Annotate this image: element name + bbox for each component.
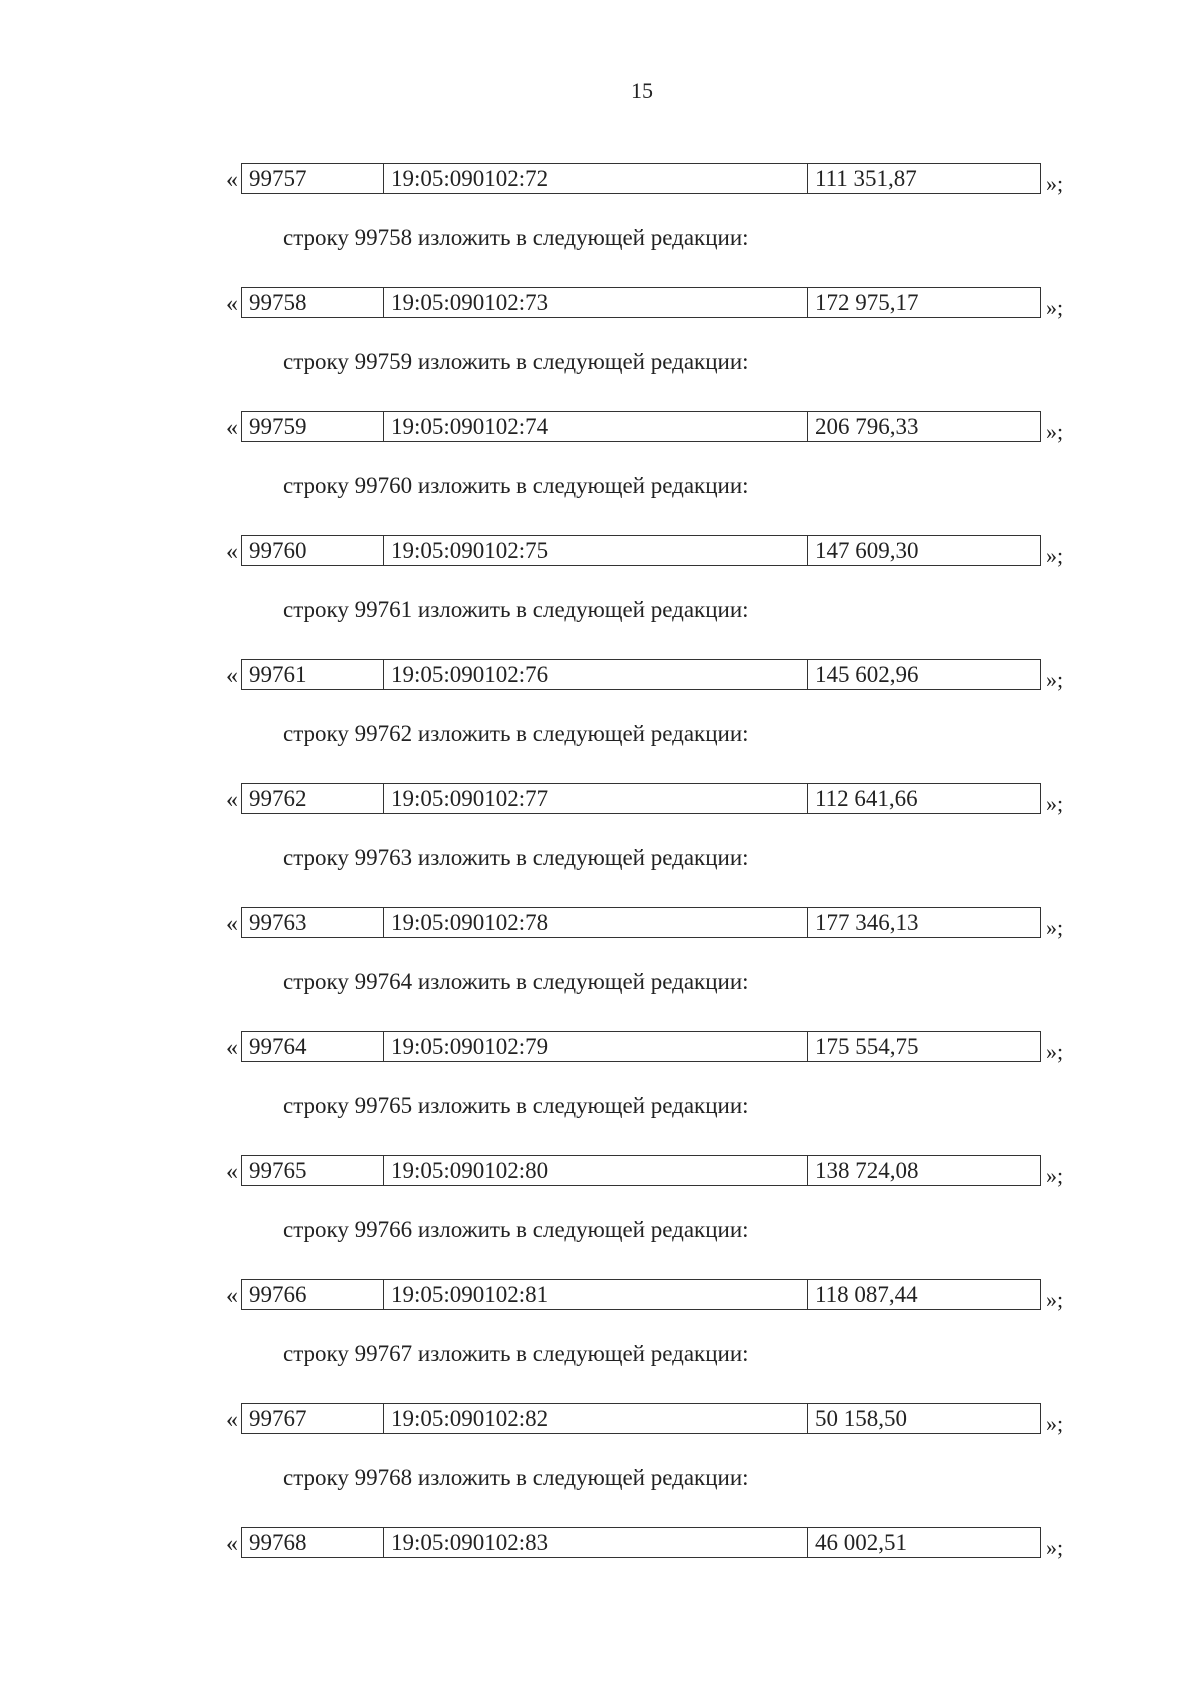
row-number-cell: 99761 [242, 660, 384, 689]
table-row [241, 907, 1041, 938]
instruction-text: строку 99763 изложить в следующей редакции: [283, 845, 749, 870]
cadastral-value-cell: 46 002,51 [815, 1530, 907, 1555]
row-number-cell: 99763 [242, 908, 384, 937]
table-row [241, 783, 1041, 814]
open-quote: « [226, 1159, 238, 1185]
close-quote: »; [1046, 667, 1064, 692]
close-quote: »; [1046, 1535, 1064, 1560]
instruction-text: строку 99768 изложить в следующей редакции: [283, 1465, 749, 1490]
row-number-cell: 99760 [242, 536, 384, 565]
close-quote: »; [1046, 543, 1064, 568]
cadastral-value-cell: 111 351,87 [815, 166, 917, 191]
cadastral-number-cell: 19:05:090102:81 [384, 1280, 808, 1309]
open-quote: « [226, 663, 238, 689]
open-quote: « [226, 539, 238, 565]
cadastral-number-cell: 19:05:090102:83 [384, 1528, 808, 1557]
table-row [241, 411, 1041, 442]
table-row [241, 163, 1041, 194]
row-number-cell: 99766 [242, 1280, 384, 1309]
close-quote: »; [1046, 1411, 1064, 1436]
cadastral-number-cell: 19:05:090102:78 [384, 908, 808, 937]
instruction-text: строку 99765 изложить в следующей редакции: [283, 1093, 749, 1118]
close-quote: »; [1046, 791, 1064, 816]
table-row [241, 1403, 1041, 1434]
table-row [241, 1279, 1041, 1310]
table-row [241, 535, 1041, 566]
open-quote: « [226, 291, 238, 317]
row-number-cell: 99758 [242, 288, 384, 317]
row-number-cell: 99764 [242, 1032, 384, 1061]
row-number-cell: 99762 [242, 784, 384, 813]
close-quote: »; [1046, 915, 1064, 940]
cadastral-value-cell: 145 602,96 [815, 662, 919, 687]
open-quote: « [226, 911, 238, 937]
close-quote: »; [1046, 1039, 1064, 1064]
instruction-text: строку 99759 изложить в следующей редакции: [283, 349, 749, 374]
open-quote: « [226, 787, 238, 813]
instruction-text: строку 99767 изложить в следующей редакции: [283, 1341, 749, 1366]
page-number: 15 [631, 78, 653, 103]
table-row [241, 1031, 1041, 1062]
row-number-cell: 99765 [242, 1156, 384, 1185]
instruction-text: строку 99762 изложить в следующей редакции: [283, 721, 749, 746]
close-quote: »; [1046, 295, 1064, 320]
instruction-text: строку 99766 изложить в следующей редакции: [283, 1217, 749, 1242]
close-quote: »; [1046, 171, 1064, 196]
cadastral-number-cell: 19:05:090102:73 [384, 288, 808, 317]
table-row [241, 1527, 1041, 1558]
cadastral-value-cell: 177 346,13 [815, 910, 919, 935]
instruction-text: строку 99758 изложить в следующей редакции: [283, 225, 749, 250]
cadastral-value-cell: 50 158,50 [815, 1406, 907, 1431]
close-quote: »; [1046, 1163, 1064, 1188]
open-quote: « [226, 1407, 238, 1433]
open-quote: « [226, 1283, 238, 1309]
row-number-cell: 99767 [242, 1404, 384, 1433]
instruction-text: строку 99760 изложить в следующей редакции: [283, 473, 749, 498]
cadastral-number-cell: 19:05:090102:77 [384, 784, 808, 813]
cadastral-value-cell: 172 975,17 [815, 290, 919, 315]
cadastral-number-cell: 19:05:090102:80 [384, 1156, 808, 1185]
close-quote: »; [1046, 419, 1064, 444]
open-quote: « [226, 167, 238, 193]
instruction-text: строку 99764 изложить в следующей редакции: [283, 969, 749, 994]
open-quote: « [226, 1035, 238, 1061]
row-number-cell: 99759 [242, 412, 384, 441]
cadastral-number-cell: 19:05:090102:75 [384, 536, 808, 565]
cadastral-value-cell: 118 087,44 [815, 1282, 918, 1307]
cadastral-value-cell: 206 796,33 [815, 414, 919, 439]
cadastral-number-cell: 19:05:090102:79 [384, 1032, 808, 1061]
cadastral-number-cell: 19:05:090102:72 [384, 164, 808, 193]
table-row [241, 659, 1041, 690]
cadastral-value-cell: 147 609,30 [815, 538, 919, 563]
open-quote: « [226, 415, 238, 441]
cadastral-number-cell: 19:05:090102:76 [384, 660, 808, 689]
cadastral-number-cell: 19:05:090102:74 [384, 412, 808, 441]
cadastral-number-cell: 19:05:090102:82 [384, 1404, 808, 1433]
row-number-cell: 99768 [242, 1528, 384, 1557]
row-number-cell: 99757 [242, 164, 384, 193]
instruction-text: строку 99761 изложить в следующей редакции: [283, 597, 749, 622]
table-row [241, 287, 1041, 318]
close-quote: »; [1046, 1287, 1064, 1312]
cadastral-value-cell: 138 724,08 [815, 1158, 919, 1183]
cadastral-value-cell: 112 641,66 [815, 786, 918, 811]
cadastral-value-cell: 175 554,75 [815, 1034, 919, 1059]
open-quote: « [226, 1531, 238, 1557]
table-row [241, 1155, 1041, 1186]
